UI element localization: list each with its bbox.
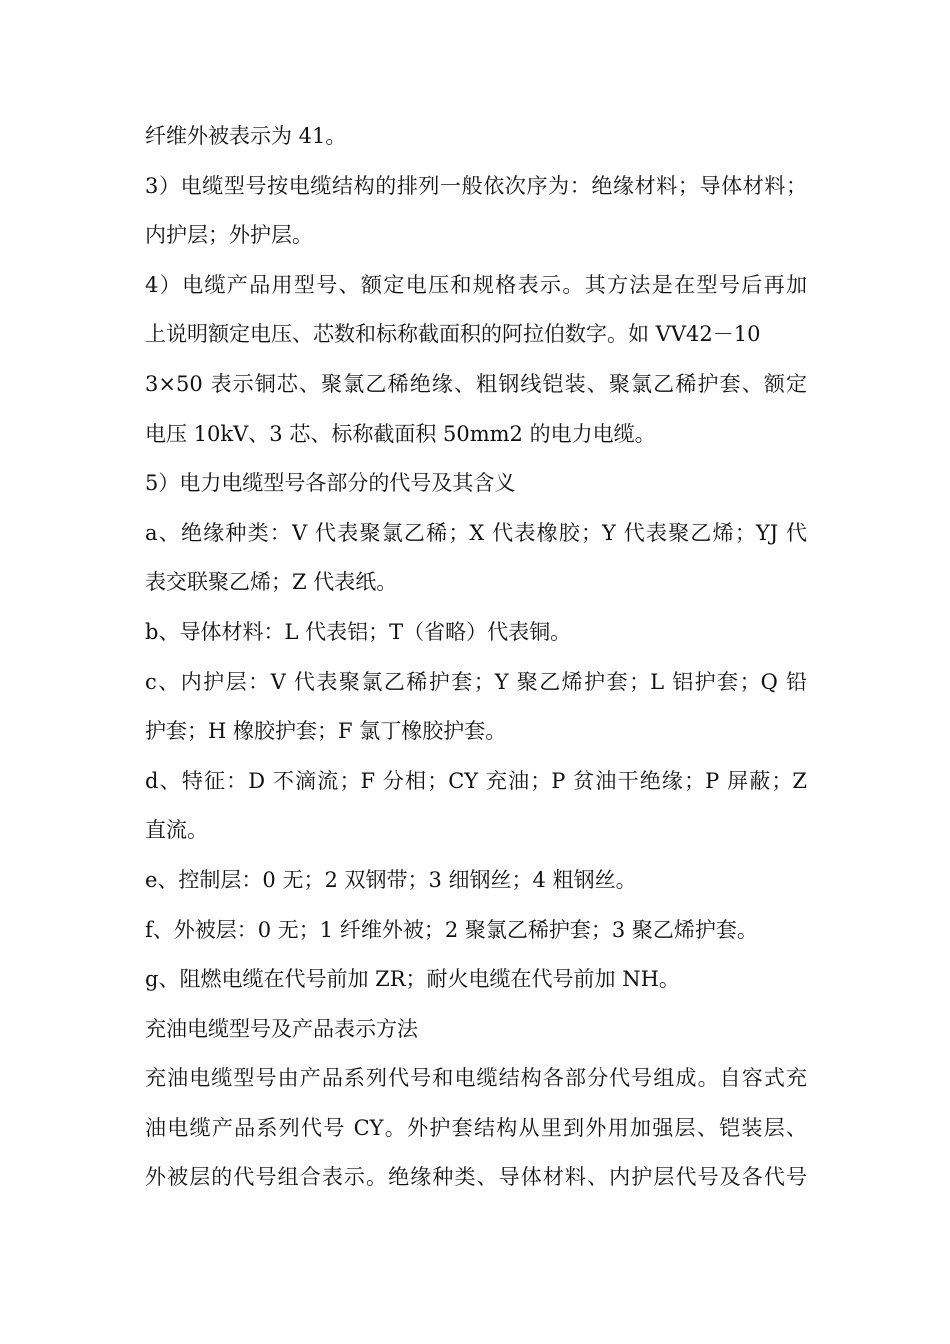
text-line: c、内护层：V 代表聚氯乙稀护套；Y 聚乙烯护套；L 铝护套；Q 铅 [145,669,807,694]
text-line: b、导体材料：L 代表铝；T（省略）代表铜。 [145,619,572,644]
text-line: 纤维外被表示为 41。 [145,124,347,148]
text-line: 内护层；外护层。 [145,223,313,248]
text-line: 表交联聚乙烯；Z 代表纸。 [145,570,398,595]
text-line: 4）电缆产品用型号、额定电压和规格表示。其方法是在型号后再加 [145,272,807,297]
text-line: 上说明额定电压、芯数和标称截面积的阿拉伯数字。如 VV42－10 [145,322,761,347]
text-line: 3×50 表示铜芯、聚氯乙稀绝缘、粗钢线铠装、聚氯乙稀护套、额定 [145,371,807,396]
text-line: e、控制层：0 无；2 双钢带；3 细钢丝；4 粗钢丝。 [145,867,637,892]
text-line: 直流。 [145,818,208,843]
text-line: 电压 10kV、3 芯、标称截面积 50mm2 的电力电缆。 [145,421,656,446]
text-line: 油电缆产品系列代号 CY。外护套结构从里到外用加强层、铠装层、 [145,1115,807,1140]
text-line: 3）电缆型号按电缆结构的排列一般依次序为：绝缘材料；导体材料； [145,173,807,198]
text-line: f、外被层：0 无；1 纤维外被；2 聚氯乙稀护套；3 聚乙烯护套。 [145,917,758,942]
text-line: 充油电缆型号由产品系列代号和电缆结构各部分代号组成。自容式充 [145,1066,807,1091]
text-line: d、特征：D 不滴流；F 分相；CY 充油；P 贫油干绝缘；P 屏蔽；Z [145,768,807,793]
document-body [145,112,807,1203]
text-line: 外被层的代号组合表示。绝缘种类、导体材料、内护层代号及各代号 [145,1165,807,1190]
text-line: g、阻燃电缆在代号前加 ZR；耐火电缆在代号前加 NH。 [145,967,680,992]
section-heading: 充油电缆型号及产品表示方法 [145,1016,418,1041]
section-heading: 5）电力电缆型号各部分的代号及其含义 [145,471,516,496]
text-line: 护套；H 橡胶护套；F 氯丁橡胶护套。 [145,719,507,744]
text-line: a、绝缘种类：V 代表聚氯乙稀；X 代表橡胶；Y 代表聚乙烯；YJ 代 [145,520,807,545]
